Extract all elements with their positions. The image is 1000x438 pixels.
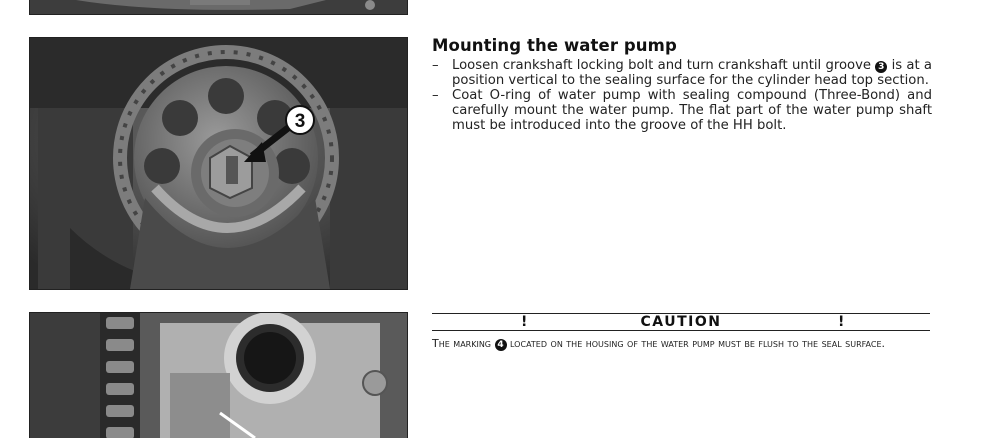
caution-box <box>432 313 930 362</box>
section-heading: Mounting the water pump <box>432 36 677 55</box>
step-text: Coat O-ring of water pump with sealing compound (Three-Bond) and carefully mount the water pump. The flat part of the water pump shaft must be introduced into the groove of the HH bolt. <box>452 88 932 133</box>
step-dash: – <box>432 88 439 103</box>
photo-callout-label: 3 <box>294 111 306 132</box>
step-dash: – <box>432 58 439 73</box>
caution-title: CAUTION <box>640 314 722 330</box>
marker-3-icon: 3 <box>875 61 887 73</box>
caution-header <box>432 314 930 330</box>
marker-4-icon: 4 <box>495 339 507 351</box>
step-item-2 <box>432 88 932 133</box>
step-text: Loosen crankshaft locking bolt and turn crankshaft until groove <box>452 58 876 73</box>
step-list <box>432 58 932 133</box>
photo-water-pump <box>29 312 408 438</box>
exclamation-icon: ! <box>521 314 528 330</box>
caution-text <box>432 336 930 351</box>
photo-crankshaft-sprocket <box>29 37 408 290</box>
caution-bottom-rule <box>432 330 930 331</box>
exclamation-icon: ! <box>838 314 845 330</box>
step-text: is at a position vertical to the sealing surface for the cylinder head top section. <box>452 58 932 88</box>
caution-text-part: located on the housing of the water pump must be flush to the seal surface. <box>506 337 885 350</box>
step-item-1 <box>432 58 932 88</box>
photo-engine-partial-top <box>29 0 408 15</box>
caution-text-part: The marking <box>432 337 495 350</box>
